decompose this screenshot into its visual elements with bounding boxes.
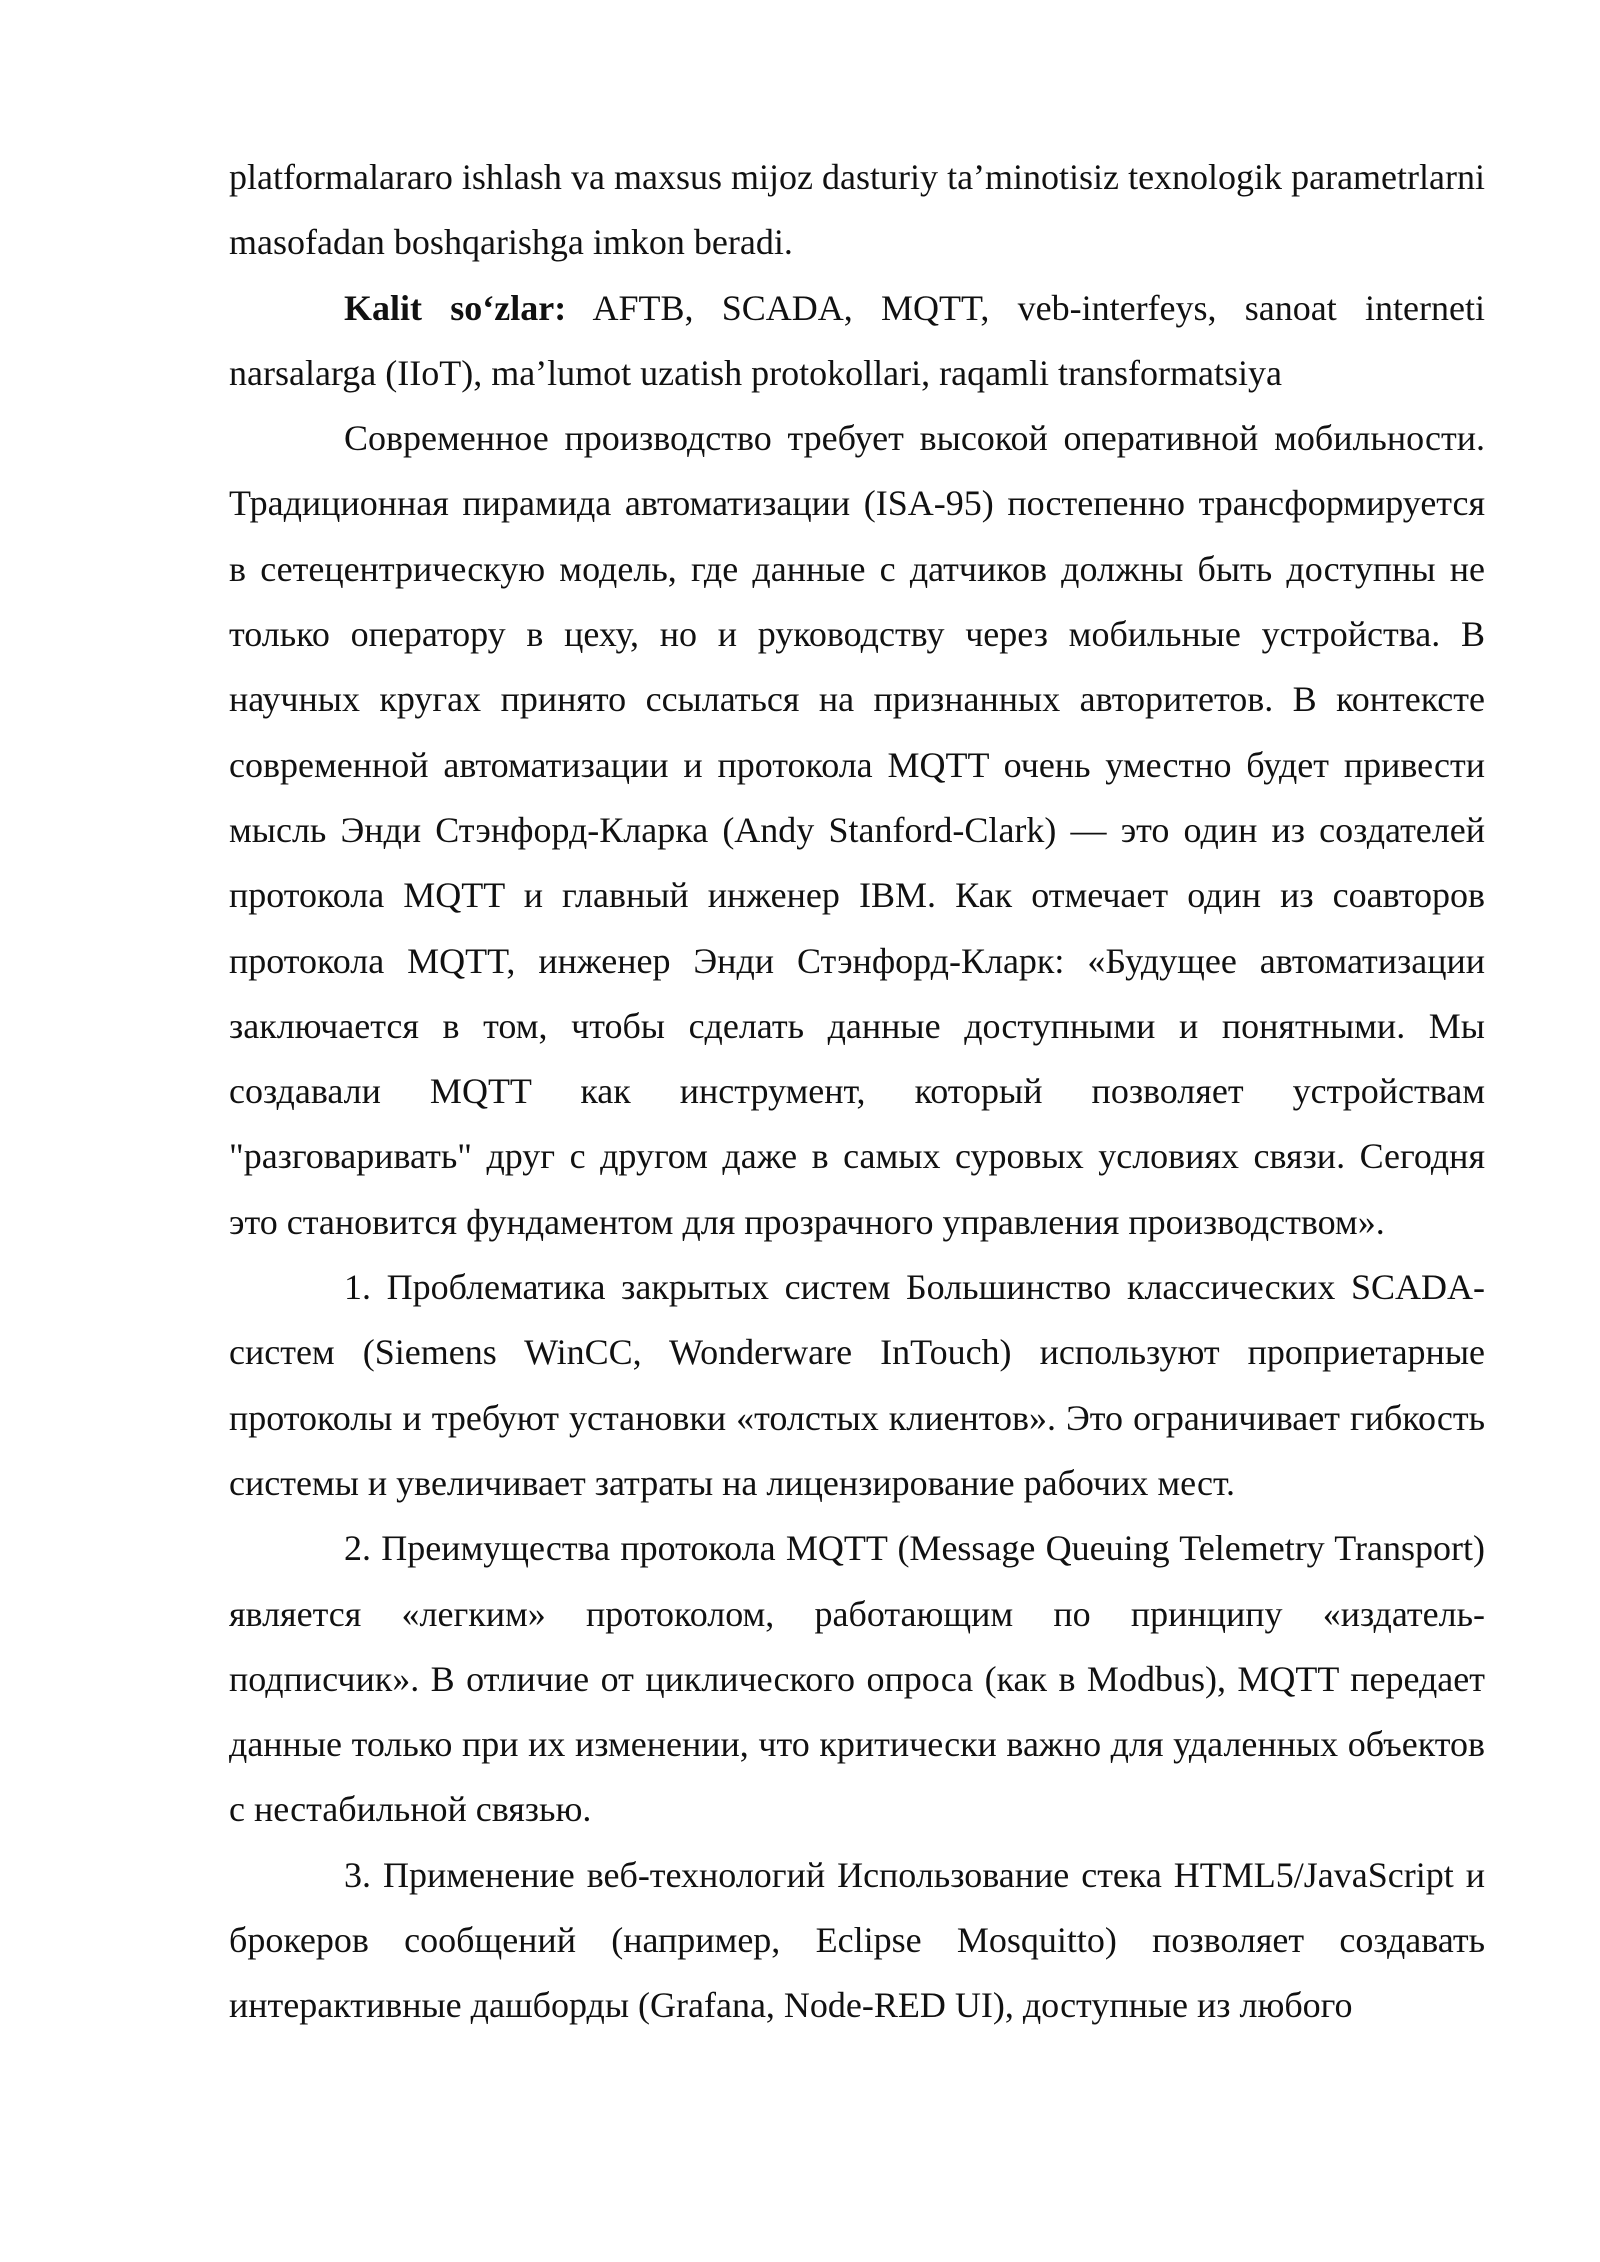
keywords-paragraph (229, 276, 1485, 407)
paragraph-closed-systems: 1. Проблематика закрытых систем Большинство классических SCADA-систем (Siemens WinCC, Wonderware InTouch) используют проприетарные протоколы и требуют установки «толстых клиентов». Это ограничивает гибкость системы и увеличивает затраты на лицензирование рабочих мест. (229, 1267, 1485, 1503)
keywords-label: Kalit so‘zlar: (344, 287, 567, 328)
paragraph-mqtt-advantages: 2. Преимущества протокола MQTT (Message Queuing Telemetry Transport) является «легким» протоколом, работающим по принципу «издатель-подписчик». В отличие от циклического опроса (как в Modbus), MQTT передает данные только при их изменении, что критически важно для удаленных объектов с нестабильной связью. (229, 1528, 1485, 1830)
paragraph-intro-continuation: platformalararo ishlash va maxsus mijoz dasturiy ta’minotisiz texnologik parametrlarni masofadan boshqarishga imkon beradi. (229, 157, 1485, 263)
keywords-list: AFTB, SCADA, MQTT, veb-interfeys, sanoat interneti narsalarga (IIoT), ma’lumot uzatish protokollari, raqamli transformatsiya (229, 287, 1485, 393)
body-text (229, 145, 1485, 2039)
paragraph-modern-production: Современное производство требует высокой оперативной мобильности. Традиционная пирамида автоматизации (ISA-95) постепенно трансформируется в сетецентрическую модель, где данные с датчиков должны быть доступны не только оператору в цеху, но и руководству через мобильные устройства. В научных кругах принято ссылаться на признанных авторитетов. В контексте современной автоматизации и протокола MQTT очень уместно будет привести мысль Энди Стэнфорд-Кларка (Andy Stanford-Clark) — это один из создателей протокола MQTT и главный инженер IBM. Как отмечает один из соавторов протокола MQTT, инженер Энди Стэнфорд-Кларк: «Будущее автоматизации заключается в том, чтобы сделать данные доступными и понятными. Мы создавали MQTT как инструмент, который позволяет устройствам "разговаривать" друг с другом даже в самых суровых условиях связи. Сегодня это становится фундаментом для прозрачного управления производством». (229, 418, 1485, 1242)
paragraph-web-technologies: 3. Применение веб-технологий Использование стека HTML5/JavaScript и брокеров сообщений (например, Eclipse Mosquitto) позволяет создавать интерактивные дашборды (Grafana, Node-RED UI), доступные из любого (229, 1854, 1485, 2026)
